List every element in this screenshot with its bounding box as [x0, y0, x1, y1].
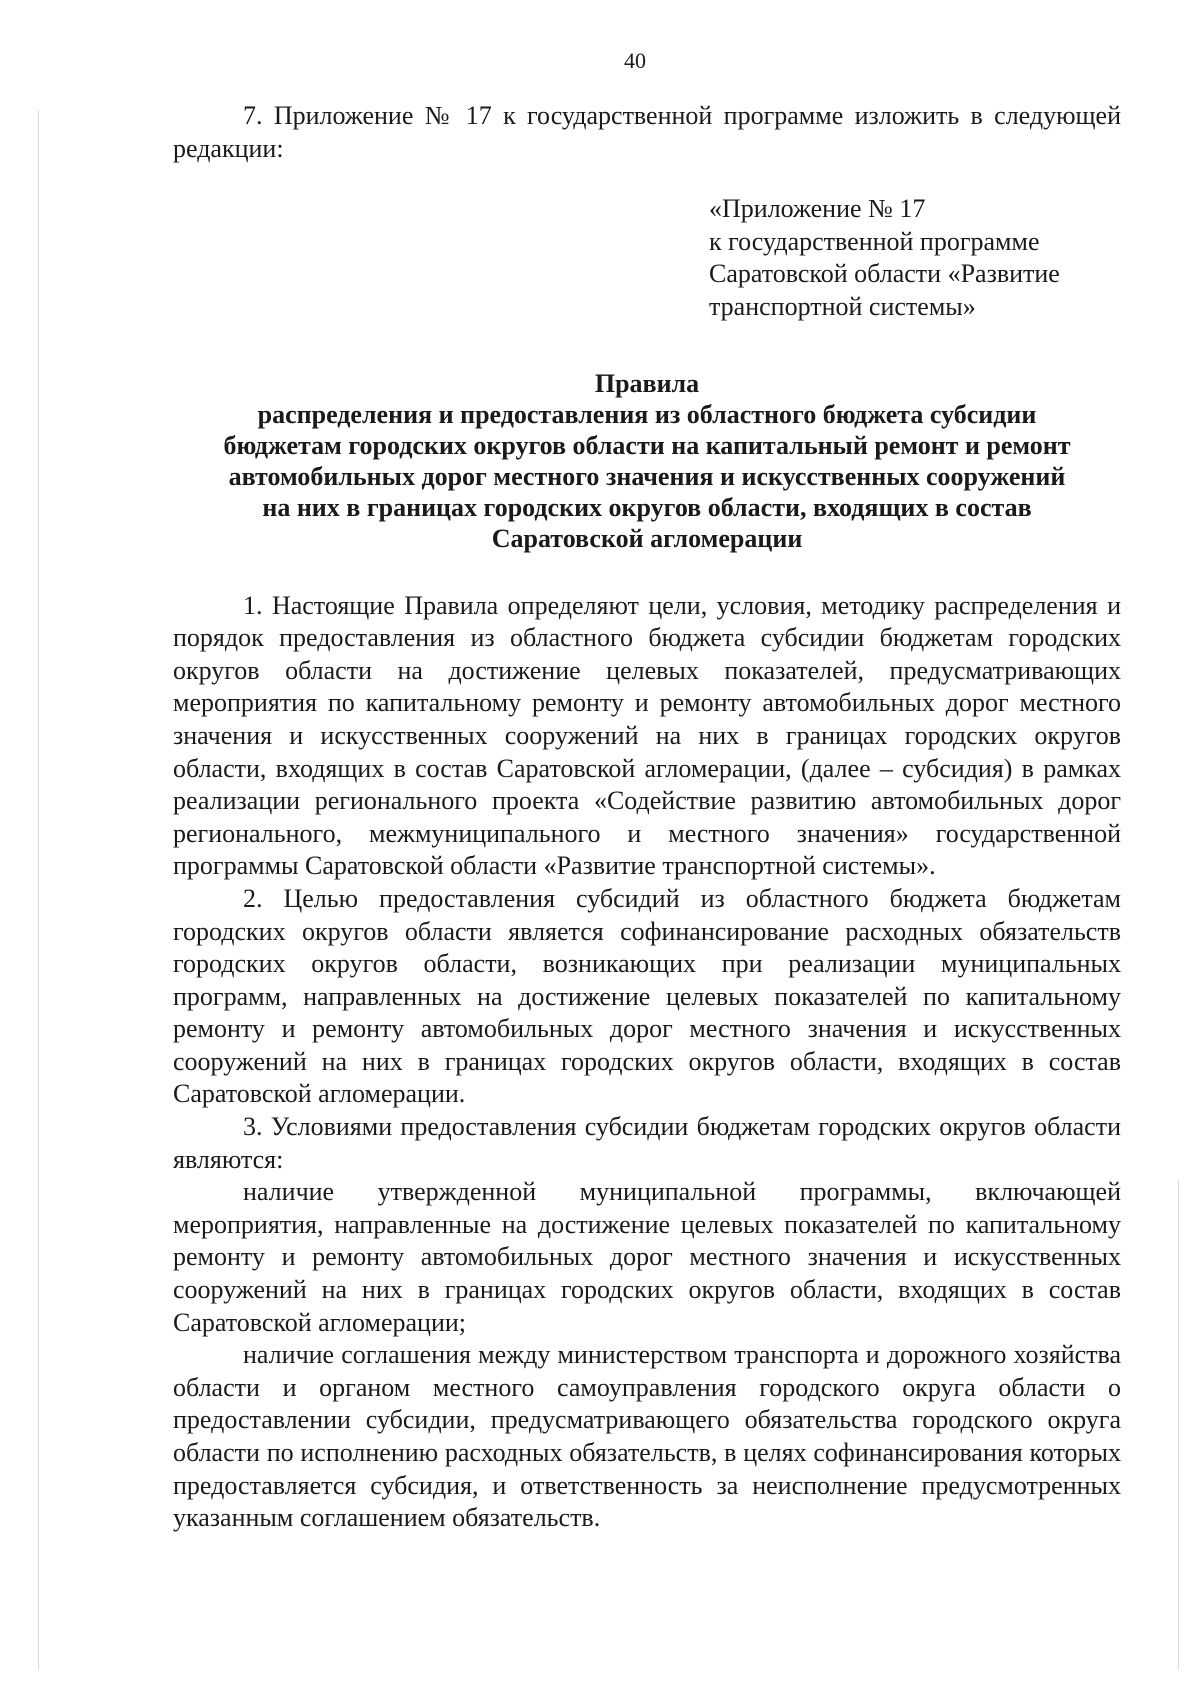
rules-paragraph-3: 3. Условиями предоставления субсидии бюджетам городских округов области являются:: [173, 1112, 1121, 1174]
title-line: Правила: [594, 368, 700, 398]
rules-paragraph-2: 2. Целью предоставления субсидий из областного бюджета бюджетам городских округов области является софинансирование расходных обязательств городских округов области, возникающих при реализации муниципальных программ, направленных на достижение целевых показателей по капитальному ремонту и ремонту автомобильных дорог местного значения и искусственных сооружений на них в границах городских округов области, входящих в состав Саратовской агломерации.: [173, 883, 1121, 1109]
title-line: автомобильных дорог местного значения и искусственных сооружений: [228, 461, 1066, 491]
title-line: распределения и предоставления из областного бюджета субсидии: [257, 399, 1037, 429]
appendix-line: транспортной системы»: [709, 291, 976, 321]
rules-text: [173, 590, 1121, 1535]
rules-condition-1: наличие утвержденной муниципальной программы, включающей мероприятия, направленные на достижение целевых показателей по капитальному ремонту и ремонту автомобильных дорог местного значения и искусственных сооружений на них в границах городских округов области, входящих в состав Саратовской агломерации;: [173, 1177, 1121, 1337]
appendix-header: [709, 193, 1121, 323]
scan-edge-mark: [38, 110, 39, 1670]
title-line: бюджетам городских округов области на капитальный ремонт и ремонт: [223, 430, 1071, 460]
document-title: [173, 368, 1121, 554]
page-number: 40: [624, 48, 646, 73]
rules-condition-2: наличие соглашения между министерством транспорта и дорожного хозяйства области и органом местного самоуправления городского округа области о предоставлении субсидии, предусматривающего обязательства городского округа области по исполнению расходных обязательств, в целях софинансирования которых предоставляется субсидия, и ответственность за неисполнение предусмотренных указанным соглашением обязательств.: [173, 1340, 1121, 1533]
appendix-line: «Приложение № 17: [709, 194, 926, 224]
rules-paragraph-1: 1. Настоящие Правила определяют цели, условия, методику распределения и порядок предоставления из областного бюджета субсидии бюджетам городских округов области на достижение целевых показателей, предусматривающих мероприятия по капитальному ремонту и ремонту автомобильных дорог местного значения и искусственных сооружений на них в границах городских округов области, входящих в состав Саратовской агломерации, (далее – субсидия) в рамках реализации регионального проекта «Содействие развитию автомобильных дорог регионального, межмуниципального и местного значения» государственной программы Саратовской области «Развитие транспортной системы».: [173, 590, 1121, 881]
title-line: на них в границах городских округов области, входящих в состав: [262, 492, 1032, 522]
amendment-paragraph: 7. Приложение № 17 к государственной программе изложить в следующей редакции:: [173, 101, 1121, 163]
scan-edge-mark: [1178, 1180, 1179, 1670]
document-body: [173, 100, 1121, 1535]
title-line: Саратовской агломерации: [491, 523, 803, 553]
appendix-line: к государственной программе: [709, 226, 1040, 256]
appendix-line: Саратовской области «Развитие: [709, 259, 1060, 289]
